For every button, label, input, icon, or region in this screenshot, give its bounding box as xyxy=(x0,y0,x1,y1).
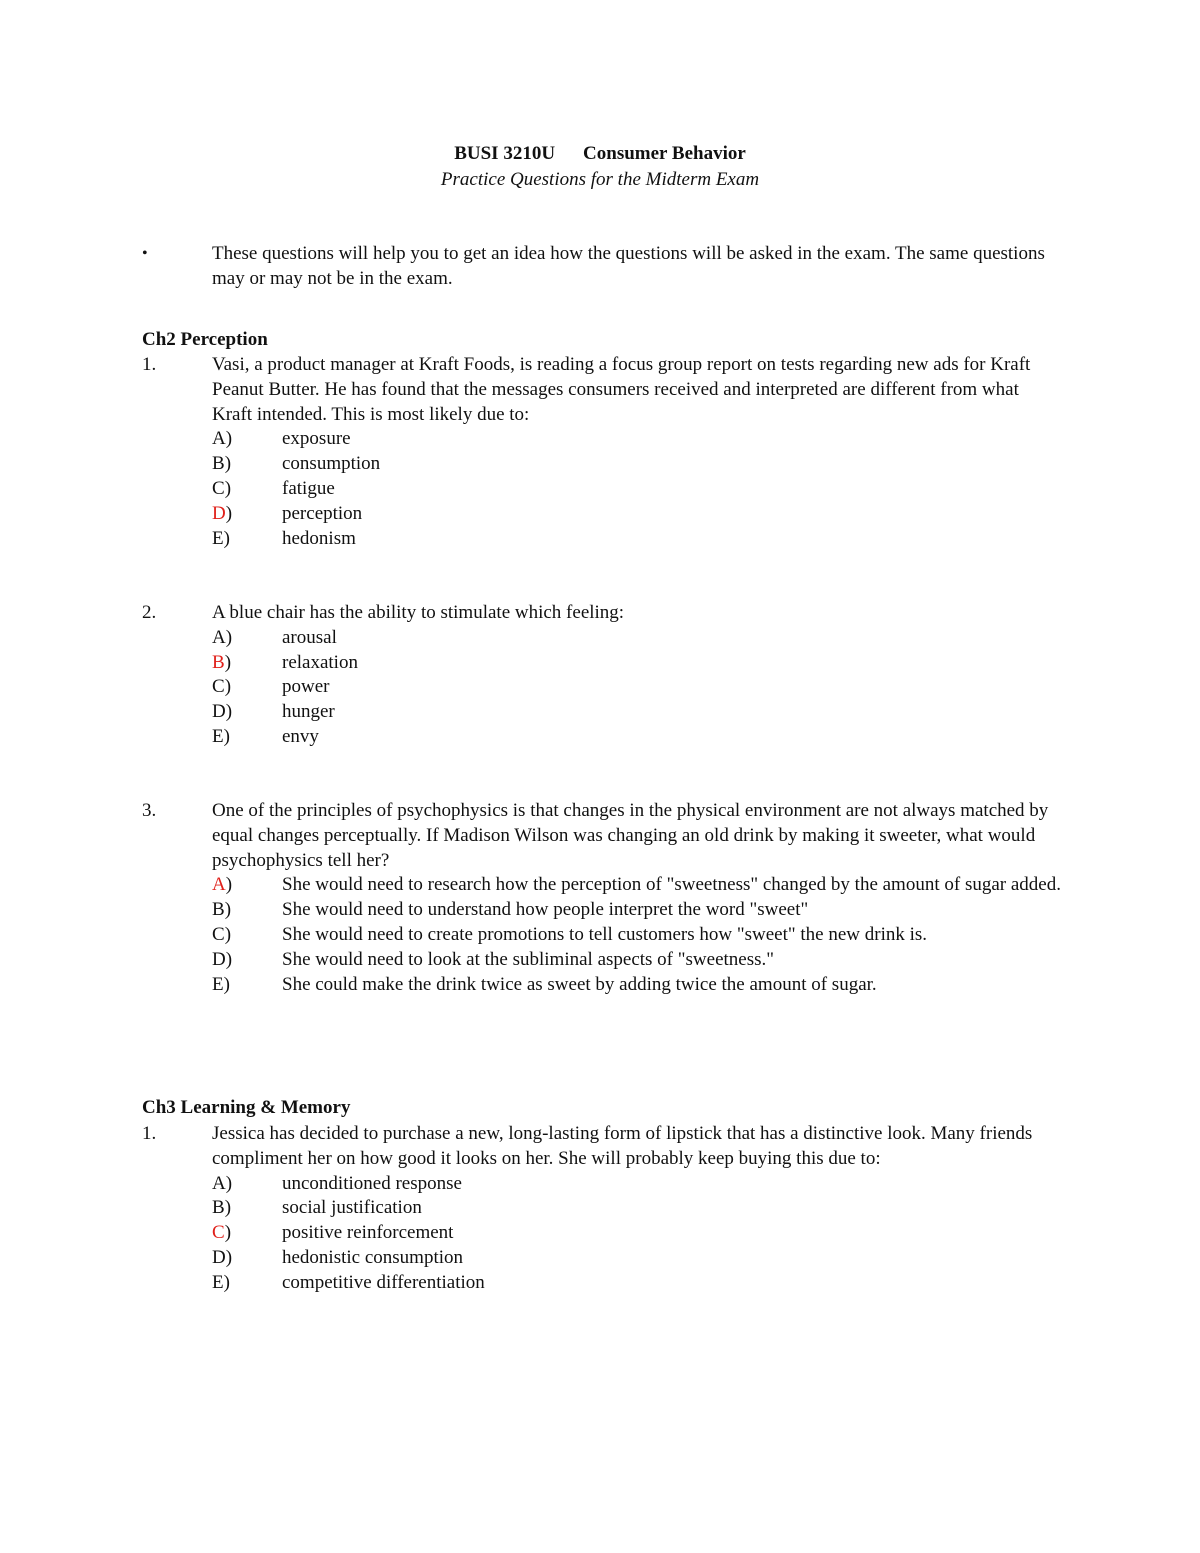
section-heading-learning-memory: Ch3 Learning & Memory xyxy=(142,1097,351,1118)
option-letter: E xyxy=(212,1271,224,1293)
answer-option: A) exposure xyxy=(212,427,1062,452)
answer-option: D) hunger xyxy=(212,700,1062,725)
question-block xyxy=(142,799,1062,997)
option-letter: D xyxy=(212,701,226,723)
answer-option: D) She would need to look at the subliminal aspects of "sweetness." xyxy=(212,948,1062,973)
intro-text: These questions will help you to get an idea how the questions will be asked in the exam. The same questions may or may not be in the exam. xyxy=(212,243,1045,289)
option-letter: D xyxy=(212,948,226,970)
option-letter: E xyxy=(212,973,224,995)
option-letter: E xyxy=(212,527,224,549)
answer-option-correct: D) perception xyxy=(212,502,1062,527)
option-letter: A xyxy=(212,626,226,648)
document-title xyxy=(0,142,1200,166)
option-text: social justification xyxy=(282,1197,422,1219)
option-letter-correct: B xyxy=(212,651,225,673)
answer-option: A) arousal xyxy=(212,626,1062,651)
answer-option: E) competitive differentiation xyxy=(212,1271,1062,1296)
option-text: She would need to research how the perception of "sweetness" changed by the amount of sugar added. xyxy=(282,874,1061,896)
bullet-icon: • xyxy=(142,245,148,262)
option-text: unconditioned response xyxy=(282,1172,462,1194)
question-block xyxy=(142,353,1062,551)
option-letter: C xyxy=(212,923,225,945)
option-text: consumption xyxy=(282,453,381,475)
option-text: She could make the drink twice as sweet by adding twice the amount of sugar. xyxy=(282,973,877,995)
option-letter: A xyxy=(212,428,226,450)
option-letter: C xyxy=(212,477,225,499)
option-text: She would need to look at the subliminal aspects of "sweetness." xyxy=(282,948,775,970)
section-heading-perception: Ch2 Perception xyxy=(142,329,268,350)
option-letter: B xyxy=(212,1197,225,1219)
answer-option: A) unconditioned response xyxy=(212,1172,1062,1197)
option-letter: A xyxy=(212,1172,226,1194)
answer-option: C) She would need to create promotions to tell customers how "sweet" the new drink is. xyxy=(212,923,1062,948)
question-number: 1. xyxy=(142,1123,157,1144)
answer-option: C) fatigue xyxy=(212,477,1062,502)
option-text: perception xyxy=(282,502,363,524)
answer-option: B) consumption xyxy=(212,452,1062,477)
option-text: hedonism xyxy=(282,527,356,549)
option-letter: B xyxy=(212,899,225,921)
option-text: exposure xyxy=(282,428,351,450)
answer-option-correct: C) positive reinforcement xyxy=(212,1221,1062,1246)
option-text: fatigue xyxy=(282,477,335,499)
question-block xyxy=(142,1122,1062,1296)
answer-option: E) hedonism xyxy=(212,527,1062,552)
question-stem: Vasi, a product manager at Kraft Foods, is reading a focus group report on tests regarding new ads for Kraft Peanut Butter. He has found that the messages consumers received and interpreted are different from what Kraft intended. This is most likely due to: xyxy=(212,354,1031,425)
option-text: competitive differentiation xyxy=(282,1271,485,1293)
answer-option: E) She could make the drink twice as sweet by adding twice the amount of sugar. xyxy=(212,973,1062,998)
option-text: She would need to understand how people interpret the word "sweet" xyxy=(282,899,809,921)
course-name: Consumer Behavior xyxy=(583,143,746,164)
option-letter-correct: D xyxy=(212,502,226,524)
question-number: 1. xyxy=(142,354,157,375)
option-text: hunger xyxy=(282,701,335,723)
answer-option-correct: B) relaxation xyxy=(212,651,1062,676)
option-text: hedonistic consumption xyxy=(282,1246,464,1268)
option-letter: B xyxy=(212,453,225,475)
question-number: 2. xyxy=(142,602,157,623)
question-stem: A blue chair has the ability to stimulate which feeling: xyxy=(212,602,625,623)
question-number: 3. xyxy=(142,800,157,821)
option-letter: D xyxy=(212,1246,226,1268)
answer-option: E) envy xyxy=(212,725,1062,750)
answer-option: C) power xyxy=(212,675,1062,700)
question-stem: One of the principles of psychophysics is that changes in the physical environment are not always matched by equal changes perceptually. If Madison Wilson was changing an old drink by making it sweeter, what would psychophysics tell her? xyxy=(212,800,1049,871)
question-block xyxy=(142,601,1062,750)
option-text: arousal xyxy=(282,626,337,648)
answer-option-correct: A) She would need to research how the perception of "sweetness" changed by the amount of sugar added. xyxy=(212,873,1062,898)
question-stem: Jessica has decided to purchase a new, long-lasting form of lipstick that has a distinctive look. Many friends compliment her on how good it looks on her. She will probably keep buying this due to: xyxy=(212,1123,1033,1169)
option-text: envy xyxy=(282,725,319,747)
option-letter-correct: C xyxy=(212,1222,225,1244)
option-text: She would need to create promotions to tell customers how "sweet" the new drink is. xyxy=(282,923,928,945)
option-letter: C xyxy=(212,676,225,698)
document-subtitle: Practice Questions for the Midterm Exam xyxy=(440,169,760,190)
answer-option: B) She would need to understand how people interpret the word "sweet" xyxy=(212,898,1062,923)
answer-option: B) social justification xyxy=(212,1196,1062,1221)
course-code: BUSI 3210U xyxy=(454,143,556,164)
option-letter-correct: A xyxy=(212,874,226,896)
answer-option: D) hedonistic consumption xyxy=(212,1246,1062,1271)
option-text: positive reinforcement xyxy=(282,1222,454,1244)
intro-note xyxy=(142,242,1062,291)
option-letter: E xyxy=(212,725,224,747)
option-text: relaxation xyxy=(282,651,358,673)
option-text: power xyxy=(282,676,330,698)
